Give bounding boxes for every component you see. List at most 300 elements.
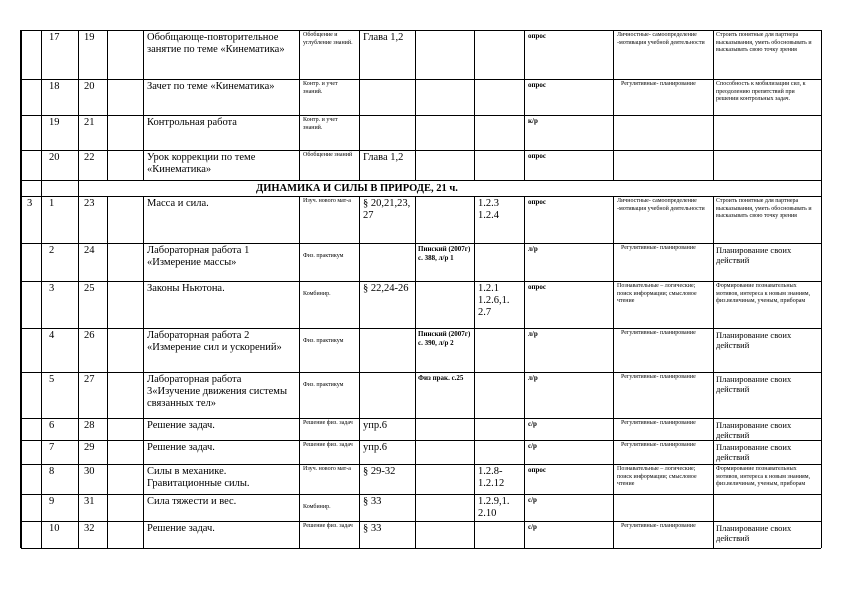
grid-line-vertical (21, 464, 22, 494)
grid-line-vertical (359, 418, 360, 440)
grid-line-vertical (21, 494, 22, 521)
cell-ability: Формирование познавательных мотивов, интереса к новым знаниям, физ.величинам, ученым, приборам (716, 283, 811, 304)
grid-line-vertical (21, 521, 22, 548)
grid-line-vertical (474, 464, 475, 494)
grid-line-vertical (359, 494, 360, 521)
grid-line-vertical (78, 521, 79, 548)
grid-line-vertical (41, 418, 42, 440)
grid-line-vertical (613, 494, 614, 521)
grid-line-vertical (613, 440, 614, 464)
grid-line-vertical (107, 281, 108, 328)
cell-type: Решение физ. задач (303, 523, 353, 529)
grid-line-vertical (821, 418, 822, 440)
grid-line-horizontal (21, 281, 821, 282)
grid-line-horizontal (21, 521, 821, 522)
grid-line-vertical (299, 281, 300, 328)
grid-line-vertical (821, 180, 822, 196)
cell-type: Обобщение и углубление знаний. (303, 32, 353, 46)
grid-line-vertical (41, 79, 42, 115)
grid-line-vertical (78, 243, 79, 281)
grid-line-vertical (78, 115, 79, 150)
cell-ability: Формирование познавательных мотивов, интереса к новым знаниям, физ.величинам, ученым, приборам (716, 466, 811, 487)
grid-line-vertical (613, 115, 614, 150)
grid-line-vertical (359, 243, 360, 281)
cell-type: Изуч. нового мат-а (303, 198, 351, 204)
grid-line-vertical (613, 521, 614, 548)
cell-para: Глава 1,2 (363, 32, 404, 43)
cell-codes: 1.2.3 1.2.4 (478, 198, 499, 222)
grid-line-horizontal (21, 150, 821, 151)
grid-line-horizontal (21, 372, 821, 373)
grid-line-horizontal (21, 115, 821, 116)
grid-line-vertical (613, 79, 614, 115)
grid-line-vertical (474, 494, 475, 521)
grid-line-vertical (21, 196, 22, 243)
grid-line-vertical (524, 281, 525, 328)
grid-line-vertical (415, 150, 416, 180)
grid-line-vertical (713, 464, 714, 494)
grid-line-vertical (359, 521, 360, 548)
grid-line-vertical (107, 418, 108, 440)
grid-line-vertical (299, 464, 300, 494)
grid-line-vertical (359, 115, 360, 150)
grid-line-vertical (524, 115, 525, 150)
grid-line-vertical (299, 328, 300, 372)
grid-line-horizontal (21, 196, 821, 197)
cell-a: 3 (49, 283, 55, 294)
cell-control: л/р (528, 374, 538, 382)
grid-line-vertical (821, 494, 822, 521)
grid-line-vertical (613, 243, 614, 281)
cell-codes: 1.2.1 1.2.6,1. 2.7 (478, 283, 510, 319)
grid-line-vertical (107, 521, 108, 548)
grid-line-vertical (613, 464, 614, 494)
grid-line-vertical (359, 372, 360, 418)
cell-topic: Масса и сила. (147, 198, 209, 209)
grid-line-vertical (78, 281, 79, 328)
cell-a: 20 (49, 152, 60, 163)
grid-line-vertical (299, 115, 300, 150)
cell-b: 28 (84, 420, 95, 431)
cell-para: § 29-32 (363, 466, 396, 477)
cell-a: 1 (49, 198, 55, 209)
grid-line-vertical (41, 464, 42, 494)
grid-line-horizontal (21, 464, 821, 465)
grid-line-vertical (613, 30, 614, 79)
cell-equip: Физ прак. с.25 (418, 374, 464, 382)
cell-para: § 20,21,23, 27 (363, 198, 411, 222)
grid-line-vertical (415, 196, 416, 243)
grid-line-vertical (524, 79, 525, 115)
grid-line-vertical (21, 115, 22, 150)
grid-line-vertical (78, 440, 79, 464)
grid-line-horizontal (21, 180, 821, 181)
cell-equip: Пинский (2007г) с. 390, л/р 2 (418, 330, 471, 347)
grid-line-vertical (107, 243, 108, 281)
grid-line-vertical (821, 464, 822, 494)
grid-line-vertical (299, 30, 300, 79)
grid-line-vertical (41, 521, 42, 548)
section-title: ДИНАМИКА И СИЛЫ В ПРИРОДЕ, 21 ч. (256, 183, 458, 194)
grid-line-vertical (78, 418, 79, 440)
grid-line-vertical (41, 30, 42, 79)
cell-type: Решение физ. задач (303, 420, 353, 426)
cell-b: 22 (84, 152, 95, 163)
cell-skills: Личностные- самоопределение -мотивация учебной деятельности (617, 198, 705, 212)
grid-line-vertical (41, 180, 42, 196)
cell-a: 10 (49, 523, 60, 534)
cell-type: Решение физ. задач (303, 442, 353, 448)
cell-ability: Планирование своих действий (716, 245, 792, 266)
grid-line-horizontal (21, 79, 821, 80)
cell-para: § 33 (363, 496, 382, 507)
cell-control: опрос (528, 32, 547, 40)
cell-topic: Контрольная работа (147, 117, 237, 128)
cell-skills: Личностные- самоопределение -мотивация учебной деятельности (617, 32, 705, 46)
grid-line-vertical (524, 418, 525, 440)
cell-topic: Сила тяжести и вес. (147, 496, 237, 507)
cell-skills: Регулятивные- планирование (621, 81, 696, 87)
grid-line-vertical (713, 115, 714, 150)
grid-line-vertical (107, 440, 108, 464)
cell-ability: Планирование своих действий (716, 523, 792, 544)
cell-control: л/р (528, 245, 538, 253)
grid-line-horizontal (21, 30, 821, 31)
grid-line-vertical (415, 521, 416, 548)
grid-line-vertical (107, 464, 108, 494)
grid-line-vertical (107, 328, 108, 372)
cell-ability: Строить понятные для партнера высказывания, уметь обосновывать и высказывать свою точку зрения (716, 198, 812, 219)
grid-line-vertical (613, 150, 614, 180)
grid-line-vertical (21, 328, 22, 372)
cell-b: 31 (84, 496, 95, 507)
grid-line-vertical (78, 30, 79, 79)
cell-a: 19 (49, 117, 60, 128)
grid-line-vertical (21, 281, 22, 328)
cell-a: 7 (49, 442, 55, 453)
grid-line-vertical (359, 464, 360, 494)
grid-line-vertical (299, 440, 300, 464)
grid-line-vertical (41, 150, 42, 180)
grid-line-vertical (415, 243, 416, 281)
grid-line-vertical (299, 196, 300, 243)
cell-b: 21 (84, 117, 95, 128)
grid-line-vertical (613, 281, 614, 328)
cell-control: с/р (528, 523, 537, 531)
cell-topic: Лабораторная работа 2 «Измерение сил и ускорений» (147, 330, 282, 354)
grid-line-vertical (524, 328, 525, 372)
cell-para: Глава 1,2 (363, 152, 404, 163)
grid-line-vertical (613, 372, 614, 418)
cell-topic: Урок коррекции по теме «Кинематика» (147, 152, 256, 176)
cell-topic: Решение задач. (147, 442, 215, 453)
cell-para: упр.6 (363, 420, 387, 431)
grid-line-vertical (41, 494, 42, 521)
grid-line-vertical (524, 440, 525, 464)
cell-skills: Регулятивные- планирование (621, 245, 696, 251)
cell-b: 23 (84, 198, 95, 209)
grid-line-vertical (821, 79, 822, 115)
grid-line-vertical (359, 440, 360, 464)
grid-line-vertical (415, 418, 416, 440)
cell-topic: Законы Ньютона. (147, 283, 225, 294)
cell-type: Комбинир. (303, 291, 331, 297)
cell-b: 27 (84, 374, 95, 385)
cell-b: 29 (84, 442, 95, 453)
grid-line-vertical (78, 464, 79, 494)
grid-line-vertical (713, 150, 714, 180)
grid-line-vertical (821, 440, 822, 464)
grid-line-vertical (143, 418, 144, 440)
grid-line-vertical (474, 418, 475, 440)
cell-skills: Регулятивные- планирование (621, 523, 696, 529)
cell-a: 6 (49, 420, 55, 431)
grid-line-vertical (474, 521, 475, 548)
grid-line-vertical (713, 196, 714, 243)
grid-line-vertical (41, 115, 42, 150)
cell-b: 24 (84, 245, 95, 256)
cell-skills: Регулятивные- планирование (621, 330, 696, 336)
grid-line-vertical (359, 328, 360, 372)
cell-skills: Регулятивные- планирование (621, 374, 696, 380)
grid-line-vertical (21, 418, 22, 440)
grid-line-vertical (143, 440, 144, 464)
cell-control: опрос (528, 152, 547, 160)
grid-line-vertical (21, 180, 22, 196)
grid-line-vertical (524, 372, 525, 418)
grid-line-vertical (299, 372, 300, 418)
cell-a: 17 (49, 32, 60, 43)
grid-line-vertical (21, 440, 22, 464)
grid-line-vertical (143, 494, 144, 521)
cell-skills: Регулятивные- планирование (621, 442, 696, 448)
grid-line-vertical (143, 150, 144, 180)
grid-line-vertical (78, 328, 79, 372)
grid-line-vertical (613, 328, 614, 372)
grid-line-vertical (359, 281, 360, 328)
cell-topic: Зачет по теме «Кинематика» (147, 81, 275, 92)
cell-para: упр.6 (363, 442, 387, 453)
cell-a: 8 (49, 466, 55, 477)
grid-line-vertical (299, 494, 300, 521)
grid-line-vertical (415, 30, 416, 79)
grid-line-vertical (107, 372, 108, 418)
grid-line-vertical (524, 150, 525, 180)
cell-skills: Регулятивные- планирование (621, 420, 696, 426)
cell-topic: Обобщающе-повторительное занятие по теме «Кинематика» (147, 32, 285, 56)
grid-line-vertical (107, 494, 108, 521)
grid-line-vertical (821, 243, 822, 281)
grid-line-vertical (107, 196, 108, 243)
cell-b: 32 (84, 523, 95, 534)
grid-line-vertical (21, 372, 22, 418)
grid-line-vertical (299, 243, 300, 281)
grid-line-vertical (21, 30, 22, 79)
grid-line-vertical (78, 372, 79, 418)
grid-line-vertical (415, 372, 416, 418)
grid-line-vertical (143, 521, 144, 548)
cell-control: опрос (528, 466, 547, 474)
grid-line-vertical (143, 281, 144, 328)
grid-line-vertical (415, 464, 416, 494)
grid-line-vertical (821, 372, 822, 418)
grid-line-horizontal (21, 243, 821, 244)
grid-line-vertical (474, 79, 475, 115)
grid-line-vertical (474, 115, 475, 150)
cell-type: Контр. и учет знаний. (303, 81, 338, 95)
grid-line-vertical (415, 494, 416, 521)
grid-line-vertical (415, 328, 416, 372)
cell-type: Комбинир. (303, 504, 331, 510)
cell-ability: Планирование своих действий (716, 374, 792, 395)
grid-line-vertical (41, 281, 42, 328)
cell-skills: Познавательные – логические; поиск информации; смысловое чтение (617, 283, 697, 304)
grid-line-vertical (41, 243, 42, 281)
grid-line-vertical (359, 196, 360, 243)
cell-type: Физ. практикум (303, 382, 344, 388)
cell-a: 4 (49, 330, 55, 341)
grid-line-vertical (713, 281, 714, 328)
cell-topic: Лабораторная работа 3«Изучение движения системы связанных тел» (147, 374, 288, 410)
grid-line-vertical (474, 372, 475, 418)
grid-line-vertical (41, 328, 42, 372)
grid-line-vertical (821, 281, 822, 328)
grid-line-vertical (474, 30, 475, 79)
section-number: 3 (27, 198, 33, 209)
grid-line-vertical (613, 418, 614, 440)
grid-line-vertical (613, 196, 614, 243)
grid-line-vertical (78, 79, 79, 115)
cell-ability: Строить понятные для партнера высказывания, уметь обосновывать и высказывать свою точку зрения (716, 32, 812, 53)
cell-control: опрос (528, 198, 547, 206)
cell-control: с/р (528, 496, 537, 504)
cell-type: Обобщение знаний (303, 152, 353, 158)
grid-line-vertical (143, 243, 144, 281)
cell-control: с/р (528, 420, 537, 428)
grid-line-horizontal (21, 548, 821, 549)
grid-line-vertical (78, 494, 79, 521)
cell-b: 26 (84, 330, 95, 341)
grid-line-vertical (474, 196, 475, 243)
grid-line-vertical (415, 281, 416, 328)
grid-line-vertical (41, 372, 42, 418)
cell-b: 20 (84, 81, 95, 92)
cell-topic: Силы в механике. Гравитационные силы. (147, 466, 250, 490)
grid-line-vertical (713, 30, 714, 79)
grid-line-vertical (20, 30, 21, 548)
cell-codes: 1.2.9,1. 2.10 (478, 496, 510, 520)
grid-line-vertical (474, 150, 475, 180)
grid-line-vertical (821, 196, 822, 243)
grid-line-vertical (21, 79, 22, 115)
grid-line-vertical (143, 328, 144, 372)
grid-line-vertical (713, 494, 714, 521)
grid-line-vertical (78, 196, 79, 243)
cell-a: 5 (49, 374, 55, 385)
grid-line-vertical (524, 464, 525, 494)
cell-codes: 1.2.8-1.2.12 (478, 466, 505, 490)
cell-para: § 33 (363, 523, 382, 534)
grid-line-vertical (21, 150, 22, 180)
cell-type: Физ. практикум (303, 253, 344, 259)
cell-ability: Способность к мобилизации сил, к преодолению препятствий при решении контрольных задач. (716, 81, 806, 102)
cell-a: 9 (49, 496, 55, 507)
cell-control: опрос (528, 81, 547, 89)
grid-line-vertical (524, 30, 525, 79)
cell-b: 19 (84, 32, 95, 43)
cell-ability: Планирование своих действий (716, 442, 792, 463)
grid-line-vertical (524, 494, 525, 521)
cell-skills: Познавательные – логические; поиск информации; смысловое чтение (617, 466, 697, 487)
cell-type: Изуч. нового мат-а (303, 466, 351, 472)
grid-line-vertical (359, 79, 360, 115)
grid-line-vertical (107, 79, 108, 115)
grid-line-vertical (143, 30, 144, 79)
cell-topic: Лабораторная работа 1 «Измерение массы» (147, 245, 250, 269)
grid-line-vertical (524, 196, 525, 243)
grid-line-vertical (821, 150, 822, 180)
cell-topic: Решение задач. (147, 420, 215, 431)
grid-line-vertical (107, 150, 108, 180)
grid-line-horizontal (21, 418, 821, 419)
cell-ability: Планирование своих действий (716, 330, 792, 351)
cell-ability: Планирование своих действий (716, 420, 792, 441)
grid-line-vertical (359, 30, 360, 79)
cell-topic: Решение задач. (147, 523, 215, 534)
grid-line-vertical (821, 328, 822, 372)
cell-b: 30 (84, 466, 95, 477)
grid-line-horizontal (21, 328, 821, 329)
grid-line-vertical (474, 243, 475, 281)
cell-type: Физ. практикум (303, 338, 344, 344)
grid-line-vertical (143, 115, 144, 150)
cell-control: с/р (528, 442, 537, 450)
grid-line-vertical (524, 243, 525, 281)
grid-line-vertical (821, 521, 822, 548)
grid-line-vertical (78, 180, 79, 196)
grid-line-vertical (299, 79, 300, 115)
cell-a: 18 (49, 81, 60, 92)
grid-line-vertical (359, 150, 360, 180)
grid-line-vertical (524, 521, 525, 548)
cell-para: § 22,24-26 (363, 283, 409, 294)
grid-line-vertical (474, 328, 475, 372)
grid-line-vertical (821, 115, 822, 150)
grid-line-vertical (21, 243, 22, 281)
grid-line-vertical (299, 418, 300, 440)
grid-line-vertical (299, 521, 300, 548)
grid-line-vertical (415, 115, 416, 150)
grid-line-vertical (41, 196, 42, 243)
grid-line-horizontal (21, 440, 821, 441)
grid-line-vertical (143, 196, 144, 243)
grid-line-vertical (143, 372, 144, 418)
cell-a: 2 (49, 245, 55, 256)
grid-line-vertical (474, 281, 475, 328)
cell-b: 25 (84, 283, 95, 294)
grid-line-horizontal (21, 494, 821, 495)
grid-line-vertical (41, 440, 42, 464)
grid-line-vertical (143, 79, 144, 115)
cell-equip: Пинский (2007г) с. 388, л/р 1 (418, 245, 471, 262)
grid-line-vertical (107, 115, 108, 150)
grid-line-vertical (299, 150, 300, 180)
grid-line-vertical (821, 30, 822, 79)
grid-line-vertical (415, 440, 416, 464)
cell-type: Контр. и учет знаний. (303, 117, 338, 131)
cell-control: к/р (528, 117, 538, 125)
grid-line-vertical (474, 440, 475, 464)
